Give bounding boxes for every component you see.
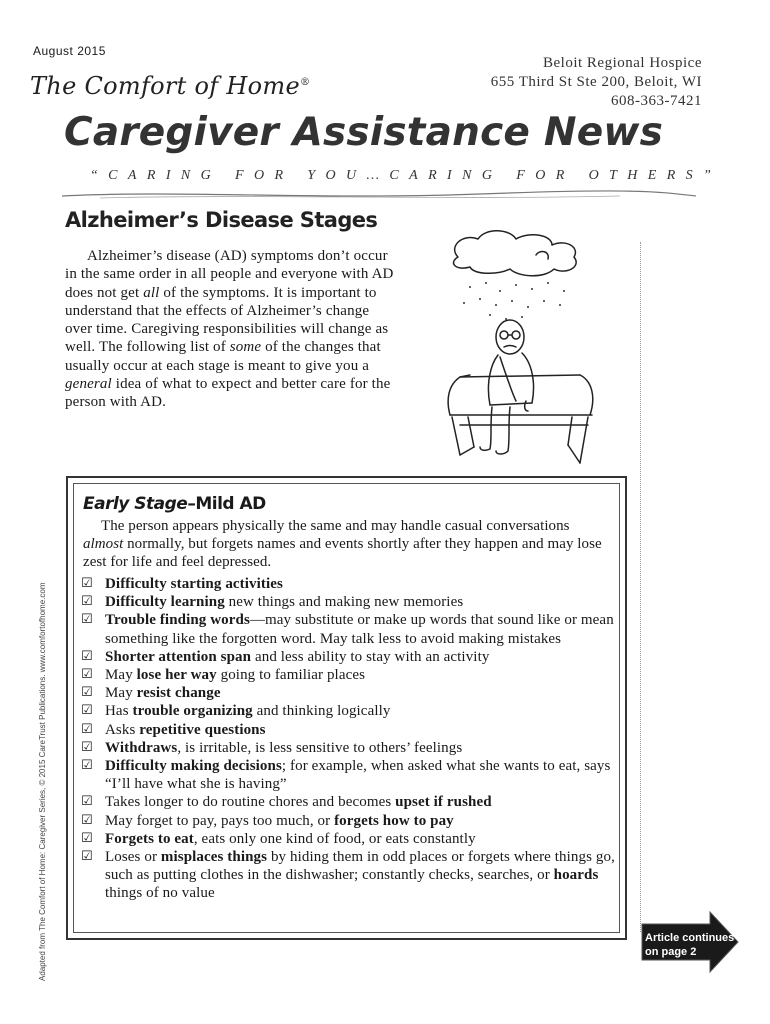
text-run: going to familiar places: [216, 667, 366, 684]
bold-text: Difficulty learning: [105, 594, 225, 611]
text-run: Asks: [105, 721, 140, 738]
bold-text: misplaces things: [160, 849, 268, 866]
symptom-item: [80, 739, 620, 757]
symptom-item: [80, 830, 620, 848]
decorative-rule: [60, 188, 700, 202]
checked-box-icon: ☑: [81, 739, 93, 755]
text-run: Alzheimer’s disease (AD) symptoms don’t occur in the same order in all people and everyone with AD does not get: [65, 248, 394, 301]
symptom-item: [80, 721, 620, 739]
text-run: May: [105, 667, 137, 684]
checked-box-icon: ☑: [81, 721, 93, 737]
early-stage-title: [83, 494, 266, 514]
italic-text: some: [229, 339, 262, 356]
early-stage-description: [83, 517, 613, 572]
bold-text: Forgets to eat: [105, 830, 194, 847]
stage-severity: –Mild AD: [187, 494, 266, 514]
italic-text: all: [143, 284, 160, 301]
article-intro: [65, 247, 400, 412]
symptom-item: [80, 593, 620, 611]
bold-text: Withdraws: [105, 739, 178, 756]
continue-line-2: on page 2: [645, 946, 697, 958]
brand-logo: [30, 72, 310, 100]
newsletter-title: Caregiver Assistance News: [64, 110, 663, 155]
text-run: ; for example, when asked what she wants to eat, says “I’ll have what she is having”: [105, 758, 611, 793]
sad-man-in-chair-illustration: [440, 225, 610, 470]
symptom-item: [80, 666, 620, 684]
text-run: of the changes that usually occur at each stage is meant to give you a: [65, 339, 381, 374]
column-divider: [640, 242, 641, 932]
brand-name: The Comfort of Home: [30, 72, 300, 100]
checked-box-icon: ☑: [81, 667, 93, 683]
text-run: and thinking logically: [252, 703, 391, 720]
tagline: “CARING FOR YOU…CARING FOR OTHERS”: [90, 168, 722, 183]
italic-text: general: [65, 376, 112, 393]
text-run: by hiding them in odd places or forgets where things go, such as putting clothes in the dishwasher; constantly checks, searches, or: [105, 849, 615, 884]
symptom-item: [80, 757, 620, 793]
text-run: Loses or: [105, 849, 161, 866]
article-title: Alzheimer’s Disease Stages: [65, 208, 378, 232]
org-phone: 608-363-7421: [611, 93, 702, 109]
text-run: —may substitute or make up words that sound like or mean something like the forgotten word. May talk less to avoid making mistakes: [105, 612, 614, 647]
issue-date: August 2015: [33, 44, 106, 58]
text-run: of the symptoms. It is important to understand that the effects of Alzheimer’s change over time. Caregiving responsibilities will change as well. The following list of: [65, 284, 389, 356]
bold-text: repetitive questions: [139, 721, 266, 738]
bold-text: lose her way: [136, 667, 217, 684]
symptom-item: [80, 648, 620, 666]
checked-box-icon: ☑: [81, 758, 93, 774]
checked-box-icon: ☑: [81, 612, 93, 628]
checked-box-icon: ☑: [81, 812, 93, 828]
checked-box-icon: ☑: [81, 849, 93, 865]
checked-box-icon: ☑: [81, 794, 93, 810]
bold-text: Trouble finding words: [105, 612, 250, 629]
checked-box-icon: ☑: [81, 830, 93, 846]
bold-text: Shorter attention span: [105, 648, 252, 665]
text-run: May: [105, 685, 137, 702]
intro-paragraph: [65, 247, 400, 412]
bold-text: upset if rushed: [395, 794, 492, 811]
description-paragraph: [83, 517, 613, 572]
bold-text: forgets how to pay: [334, 812, 454, 829]
checked-box-icon: ☑: [81, 685, 93, 701]
symptom-item: [80, 793, 620, 811]
text-run: , eats only one kind of food, or eats constantly: [193, 830, 476, 847]
text-run: May forget to pay, pays too much, or: [105, 812, 335, 829]
checked-box-icon: ☑: [81, 594, 93, 610]
text-run: , is irritable, is less sensitive to others’ feelings: [177, 739, 463, 756]
symptom-item: [80, 611, 620, 647]
bold-text: resist change: [136, 685, 221, 702]
stage-name: Early Stage: [83, 494, 188, 514]
side-credit: Adapted from The Comfort of Home: Caregiver Series, © 2015 CareTrust Publications. www.comfortofhome.com: [38, 582, 47, 981]
bold-text: hoards: [553, 867, 599, 884]
italic-text: almost: [83, 536, 124, 553]
symptom-item: [80, 702, 620, 720]
checked-box-icon: ☑: [81, 576, 93, 591]
symptom-checklist: [80, 575, 620, 903]
continue-note: [645, 931, 734, 959]
text-run: The person appears physically the same and may handle casual conversations: [101, 518, 570, 534]
text-run: Has: [105, 703, 133, 720]
checked-box-icon: ☑: [81, 703, 93, 719]
organization-block: [491, 54, 702, 111]
bold-text: trouble organizing: [132, 703, 253, 720]
symptom-item: [80, 848, 620, 903]
checked-box-icon: ☑: [81, 648, 93, 664]
symptom-item: [80, 575, 620, 593]
symptom-item: [80, 684, 620, 702]
registered-mark: ®: [299, 77, 311, 88]
org-name: Beloit Regional Hospice: [543, 55, 702, 71]
continue-line-1: Article continues: [645, 932, 735, 944]
text-run: new things and making new memories: [224, 594, 464, 611]
text-run: things of no value: [105, 885, 215, 902]
bold-text: Difficulty making decisions: [105, 758, 282, 775]
text-run: and less ability to stay with an activity: [251, 648, 490, 665]
text-run: normally, but forgets names and events shortly after they happen and may lose zest for life and feel depressed.: [83, 536, 602, 571]
symptom-item: [80, 812, 620, 830]
org-address: 655 Third St Ste 200, Beloit, WI: [490, 74, 702, 90]
text-run: Takes longer to do routine chores and becomes: [105, 794, 396, 811]
text-run: idea of what to expect and better care for the person with AD.: [65, 376, 391, 411]
bold-text: Difficulty starting activities: [105, 576, 283, 592]
